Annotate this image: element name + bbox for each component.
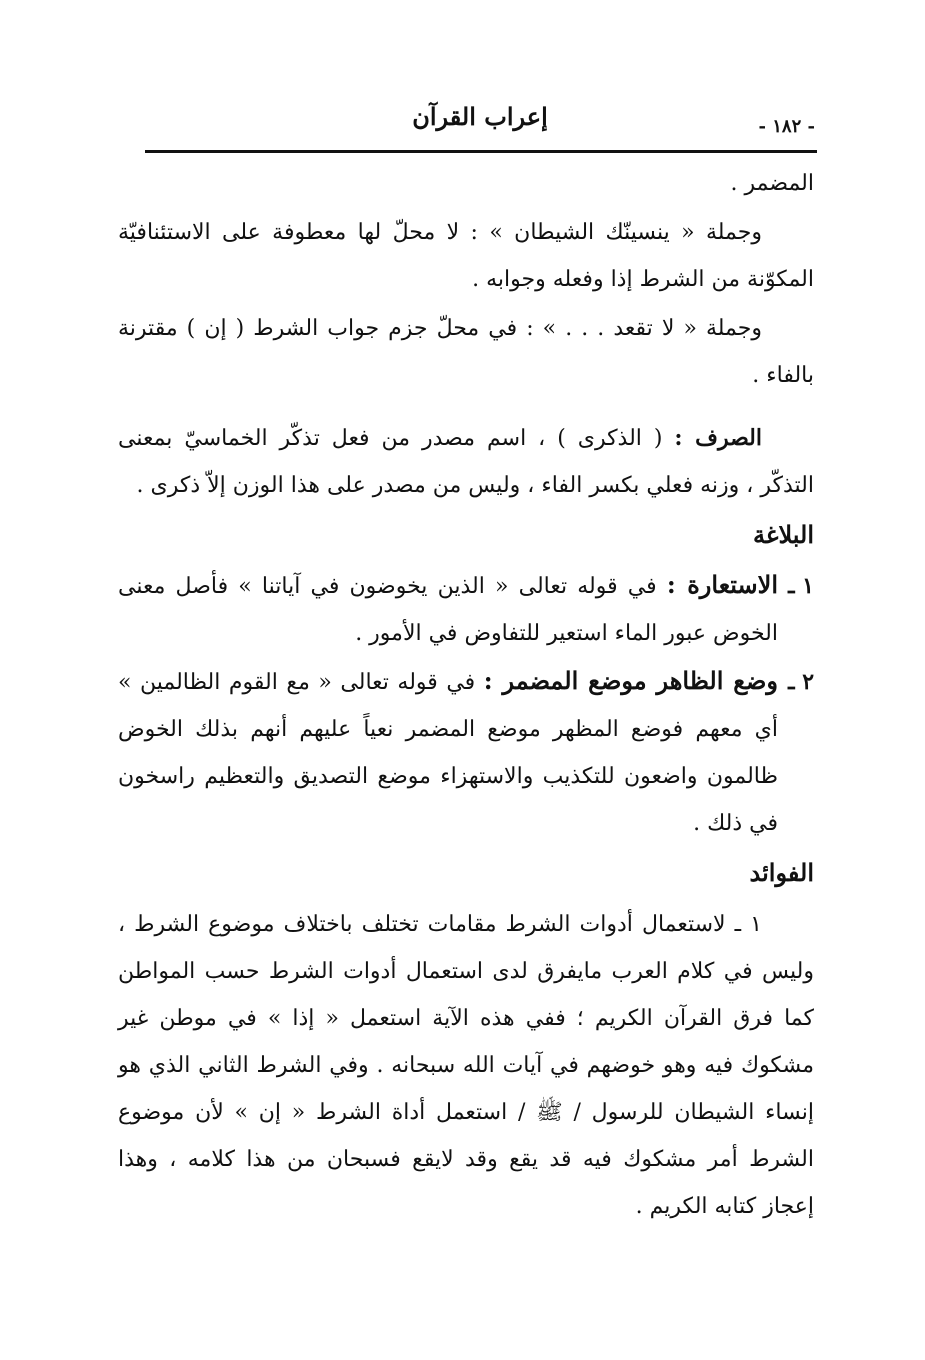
page-number: - ١٨٢ - <box>758 116 815 137</box>
balagha-item-1 <box>118 561 814 657</box>
sarf-text: ( الذكرى ) ، اسم مصدر من فعل تذكّر الخماسيّ بمعنى التذكّر ، وزنه فعلي بكسر الفاء ، وليس من مصدر على هذا الوزن إلاّ ذكرى . <box>118 426 814 498</box>
item-term: وضع الظاهر موضع المضمر : <box>483 666 779 695</box>
page-header <box>145 96 815 152</box>
sarf-label: الصرف : <box>674 425 762 451</box>
balagha-item-2 <box>118 657 814 847</box>
paragraph-continuation: المضمر . <box>730 171 814 196</box>
item-term: الاستعارة : <box>666 570 778 599</box>
header-rule <box>145 150 817 153</box>
running-title: إعراب القرآن <box>412 102 548 131</box>
paragraph-jumla-yunsiyannaka: وجملة « ينسينّك الشيطان » : لا محلّ لها معطوفة على الاستئنافيّة المكوّنة من الشرط إذا وفعله وجوابه . <box>118 220 814 292</box>
paragraph-sarf <box>118 415 814 509</box>
item-number: ١ ـ <box>788 573 814 599</box>
paragraph-jumla-la-taqud: وجملة « لا تقعد . . . » : في محلّ جزم جواب الشرط ( إن ) مقترنة بالفاء . <box>118 316 814 388</box>
item-text: في قوله تعالى « مع القوم الظالمين » أي معهم فوضع المظهر موضع المضمر نعياً عليهم أنهم بذلك الخوض ظالمون واضعون للتكذيب والاستهزاء موضع التصديق والتعظيم راسخون في ذلك . <box>118 670 778 836</box>
item-text: في قوله تعالى « الذين يخوضون في آياتنا » فأصل معنى الخوض عبور الماء استعير للتفاوض في الأمور . <box>118 574 778 646</box>
page-body <box>118 160 814 1230</box>
section-title-balagha: البلاغة <box>753 520 814 549</box>
paragraph-fawaid: ١ ـ لاستعمال أدوات الشرط مقامات تختلف باختلاف موضوع الشرط ، وليس في كلام العرب مايفرق لدى استعمال أدوات الشرط حسب المواطن كما فرق القرآن الكريم ؛ ففي هذه الآية استعمل « إذا » في موطن غير مشكوك فيه وهو خوضهم في آيات الله سبحانه . وفي الشرط الثاني الذي هو إنساء الشيطان للرسول / ﷺ / استعمل أداة الشرط « إن » لأن موضوع الشرط أمر مشكوك فيه قد يقع وقد لايقع فسبحان من هذا كلامه ، وهذا إعجاز كتابه الكريم . <box>118 912 814 1219</box>
section-title-fawaid: الفوائد <box>749 858 814 887</box>
item-number: ٢ ـ <box>788 669 815 695</box>
